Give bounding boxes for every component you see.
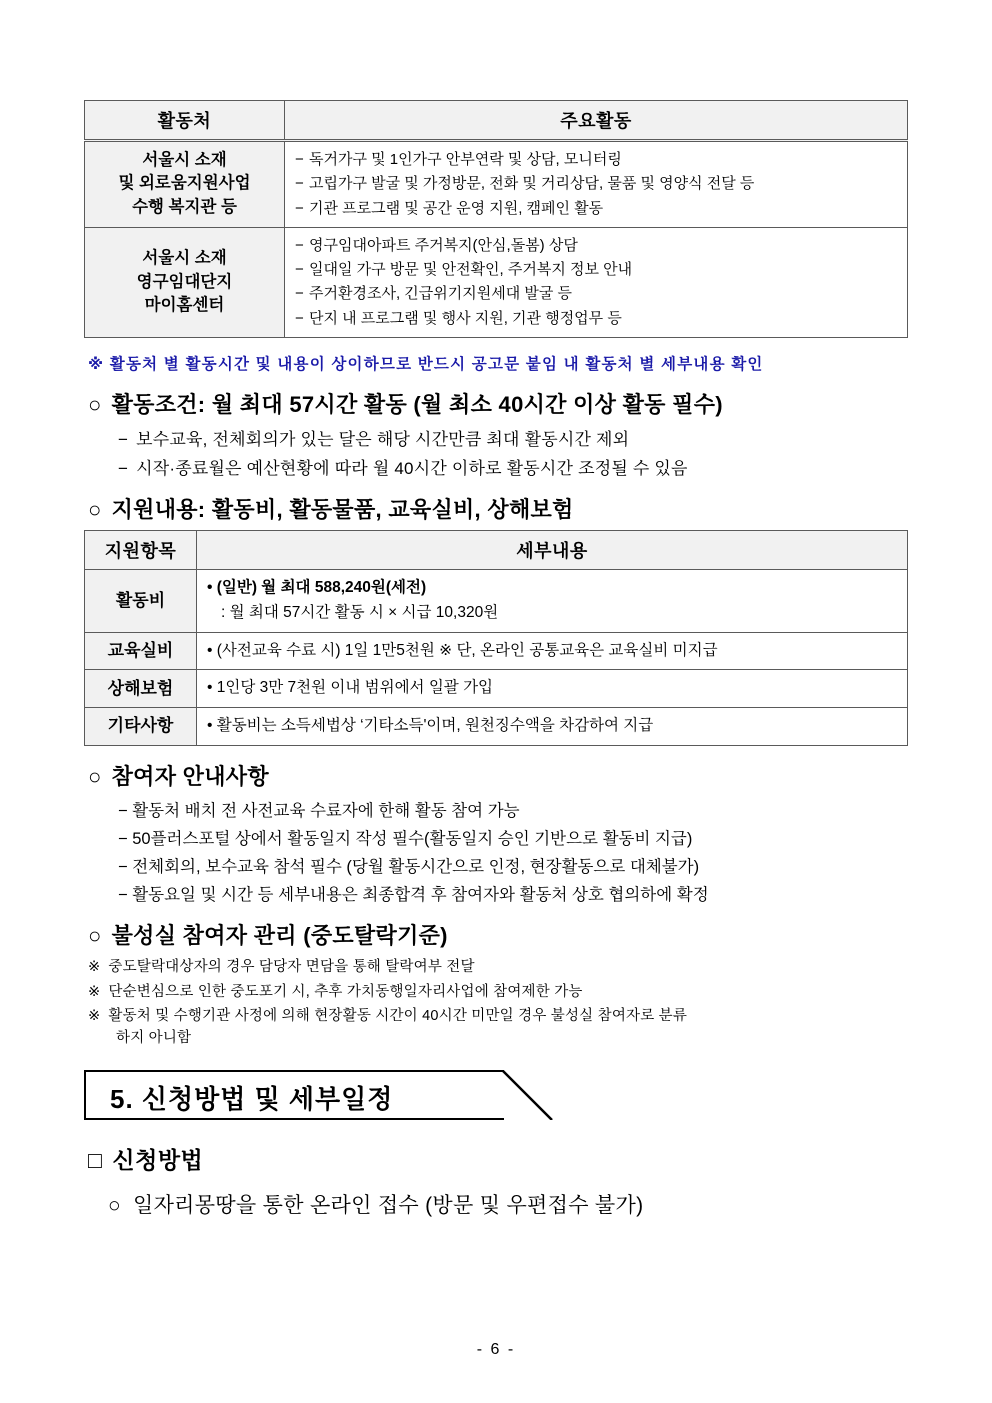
- guide-item-3-text: 전체회의, 보수교육 참석 필수 (당월 활동시간으로 인정, 현장활동으로 대체불가): [132, 858, 700, 877]
- insincere-note-2: [88, 981, 908, 1003]
- page-number: - 6 -: [476, 1341, 516, 1358]
- insincere-note-3: [88, 1005, 908, 1050]
- heading-insincere-management-text: 불성실 참여자 관리 (중도탈락기준): [111, 923, 448, 949]
- blue-note: ※ 활동처 별 활동시간 및 내용이 상이하므로 반드시 공고문 붙임 내 활동처 별 세부내용 확인: [88, 356, 764, 374]
- list-item: − 고립가구 발굴 및 가정방문, 전화 및 거리상담, 물품 및 영양식 전달 등: [295, 175, 755, 193]
- activity-place-2-line-1: 서울시 소재: [142, 248, 227, 267]
- list-item-text: 영구임대아파트 주거복지(안심,돌봄) 상담: [309, 236, 578, 254]
- list-item-text: 고립가구 발굴 및 가정방문, 전화 및 거리상담, 물품 및 영양식 전달 등: [309, 175, 755, 193]
- activity-place-2-line-3: 마이홈센터: [144, 296, 225, 315]
- heading-activity-condition: [88, 388, 908, 419]
- support-detail-1-line-1: • (일반) 월 최대 588,240원(세전): [207, 579, 427, 597]
- activity-place-1: [85, 141, 285, 228]
- support-table-header-detail: 세부내용: [197, 531, 908, 570]
- support-detail-4: • 활동비는 소득세법상 ‘기타소득'이며, 원천징수액을 차감하여 지급: [197, 708, 908, 746]
- circle-mark-icon: ○: [88, 497, 102, 523]
- support-table: [84, 530, 908, 746]
- activity-place-1-line-3: 수행 복지관 등: [132, 198, 237, 217]
- activity-table-header-place: 활동처: [85, 101, 285, 141]
- guide-item-2-text: 50플러스포털 상에서 활동일지 작성 필수(활동일지 승인 기반으로 활동비 지급): [132, 830, 693, 849]
- guide-item-1: − 활동처 배치 전 사전교육 수료자에 한해 활동 참여 가능: [118, 802, 520, 821]
- list-item: − 기관 프로그램 및 공간 운영 지원, 캠페인 활동: [295, 199, 604, 217]
- activity-table: [84, 100, 908, 338]
- heading-support-text: 지원내용: 활동비, 활동물품, 교육실비, 상해보험: [111, 497, 574, 523]
- section-5-banner-corner: [502, 1070, 554, 1120]
- activity-table-header-main: 주요활동: [285, 101, 908, 141]
- table-header-row: [85, 101, 908, 141]
- condition-item-2-text: 시작·종료월은 예산현황에 따라 월 40시간 이하로 활동시간 조정될 수 있음: [136, 459, 688, 479]
- heading-support: [88, 493, 908, 524]
- circle-mark-icon: ○: [88, 923, 102, 949]
- activity-place-1-line-1: 서울시 소재: [142, 150, 227, 169]
- insincere-note-1: [88, 956, 908, 978]
- heading-apply-method: [88, 1142, 908, 1175]
- insincere-note-1-text: 중도탈락대상자의 경우 담당자 면담을 통해 탈락여부 전달: [108, 959, 475, 976]
- list-item: − 단지 내 프로그램 및 행사 지원, 기관 행정업무 등: [295, 309, 622, 327]
- activity-place-2-line-2: 영구임대단지: [136, 272, 233, 291]
- guide-item-3: − 전체회의, 보수교육 참석 필수 (당월 활동시간으로 인정, 현장활동으로 대체불가): [118, 858, 700, 877]
- guide-item-4-text: 활동요일 및 시간 등 세부내용은 최종합격 후 참여자와 활동처 상호 협의하에 확정: [132, 886, 709, 905]
- list-item: − 영구임대아파트 주거복지(안심,돌봄) 상담: [295, 236, 578, 254]
- heading-participant-guide-text: 참여자 안내사항: [111, 764, 269, 790]
- section-5-banner: [84, 1070, 544, 1122]
- support-item-4: 기타사항: [85, 708, 197, 746]
- circle-mark-icon: ○: [88, 392, 102, 418]
- asterisk-icon: ※: [88, 1008, 101, 1024]
- activity-items-2: [285, 227, 908, 337]
- heading-insincere-management: [88, 919, 908, 950]
- insincere-note-2-text: 단순변심으로 인한 중도포기 시, 추후 가치동행일자리사업에 참여제한 가능: [108, 983, 583, 1000]
- support-item-1: 활동비: [85, 570, 197, 633]
- support-detail-1: [197, 570, 908, 633]
- insincere-note-3-continuation: 하지 아니함: [116, 1030, 192, 1047]
- heading-activity-condition-text: 활동조건: 월 최대 57시간 활동 (월 최소 40시간 이상 활동 필수): [111, 392, 723, 418]
- activity-place-1-line-2: 및 외로움지원사업: [118, 174, 251, 193]
- table-row: [85, 632, 908, 670]
- list-item: − 독거가구 및 1인가구 안부연락 및 상담, 모니터링: [295, 151, 622, 168]
- activity-items-1: [285, 141, 908, 228]
- support-item-2: 교육실비: [85, 632, 197, 670]
- table-row: [85, 570, 908, 633]
- apply-method-item-text: 일자리몽땅을 통한 온라인 접수 (방문 및 우편접수 불가): [132, 1193, 644, 1217]
- asterisk-icon: ※: [88, 959, 101, 976]
- heading-apply-method-text: 신청방법: [112, 1146, 204, 1173]
- list-item: − 일대일 가구 방문 및 안전확인, 주거복지 정보 안내: [295, 261, 633, 279]
- apply-method-item: [108, 1189, 908, 1219]
- insincere-note-3-text: 활동처 및 수행기관 사정에 의해 현장활동 시간이 40시간 미만일 경우 불성실 참여자로 분류: [108, 1008, 688, 1024]
- section-5-title: 5. 신청방법 및 세부일정: [110, 1083, 394, 1114]
- table-row: [85, 708, 908, 746]
- table-row: [85, 227, 908, 337]
- support-item-3: 상해보험: [85, 670, 197, 708]
- table-header-row: [85, 531, 908, 570]
- guide-item-4: − 활동요일 및 시간 등 세부내용은 최종합격 후 참여자와 활동처 상호 협의하에 확정: [118, 886, 709, 905]
- list-item-text: 독거가구 및 1인가구 안부연락 및 상담, 모니터링: [309, 151, 622, 168]
- condition-item-2: − 시작·종료월은 예산현황에 따라 월 40시간 이하로 활동시간 조정될 수 있음: [118, 459, 688, 479]
- list-item-text: 단지 내 프로그램 및 행사 지원, 기관 행정업무 등: [309, 309, 622, 327]
- activity-place-2: [85, 227, 285, 337]
- support-detail-2: • (사전교육 수료 시) 1일 1만5천원 ※ 단, 온라인 공통교육은 교육실비 미지급: [197, 632, 908, 670]
- circle-mark-icon: ○: [108, 1193, 121, 1217]
- list-item-text: 일대일 가구 방문 및 안전확인, 주거복지 정보 안내: [309, 261, 633, 279]
- list-item-text: 주거환경조사, 긴급위기지원세대 발굴 등: [309, 285, 573, 303]
- support-detail-1-line-2: : 월 최대 57시간 활동 시 × 시급 10,320원: [221, 603, 499, 621]
- condition-item-1-text: 보수교육, 전체회의가 있는 달은 해당 시간만큼 최대 활동시간 제외: [136, 430, 630, 450]
- condition-item-1: − 보수교육, 전체회의가 있는 달은 해당 시간만큼 최대 활동시간 제외: [118, 430, 630, 450]
- circle-mark-icon: ○: [88, 764, 102, 790]
- support-table-header-item: 지원항목: [85, 531, 197, 570]
- table-row: [85, 670, 908, 708]
- guide-item-1-text: 활동처 배치 전 사전교육 수료자에 한해 활동 참여 가능: [132, 802, 520, 821]
- table-row: [85, 141, 908, 228]
- heading-participant-guide: [88, 760, 908, 791]
- list-item: − 주거환경조사, 긴급위기지원세대 발굴 등: [295, 285, 573, 303]
- list-item-text: 기관 프로그램 및 공간 운영 지원, 캠페인 활동: [309, 199, 604, 217]
- square-mark-icon: □: [88, 1146, 103, 1173]
- asterisk-icon: ※: [88, 983, 101, 1000]
- guide-item-2: − 50플러스포털 상에서 활동일지 작성 필수(활동일지 승인 기반으로 활동비 지급): [118, 830, 693, 849]
- support-detail-3: • 1인당 3만 7천원 이내 범위에서 일괄 가입: [197, 670, 908, 708]
